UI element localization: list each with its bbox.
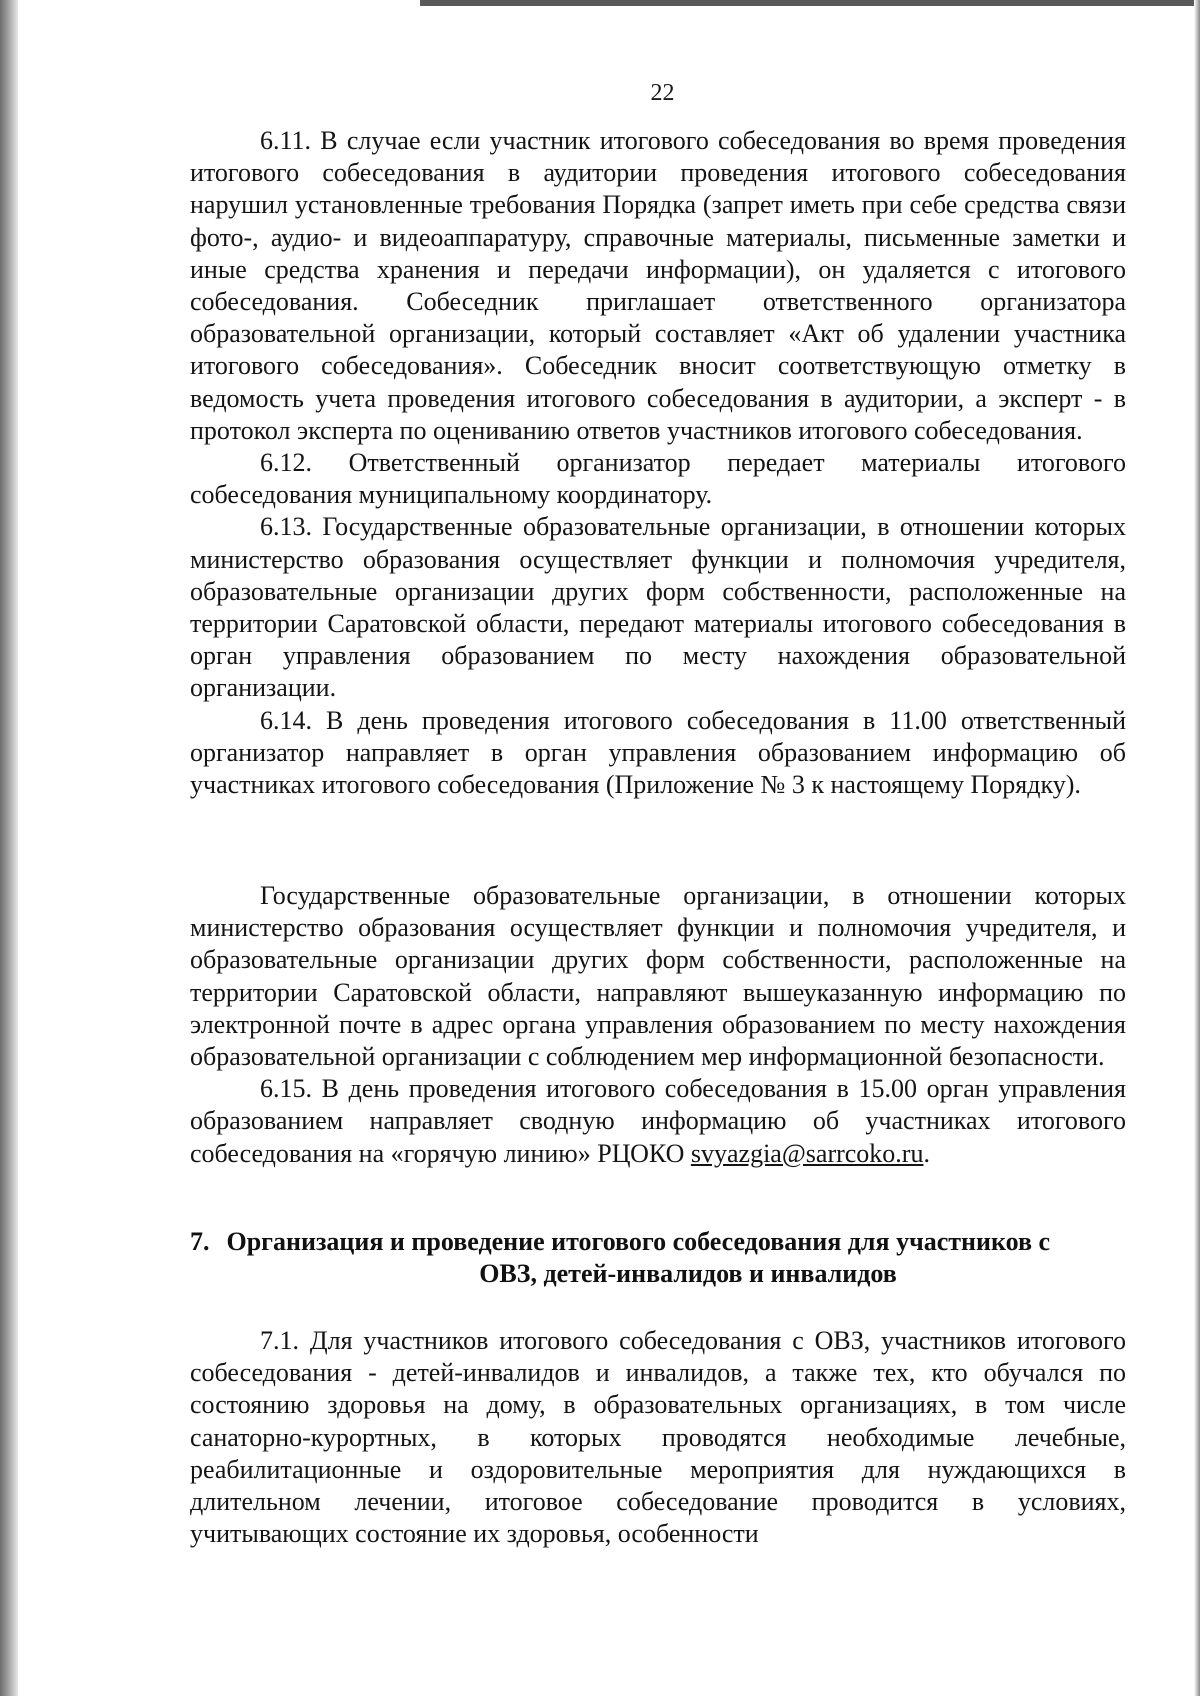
section-7-title-part2: ОВЗ, детей-инвалидов и инвалидов	[479, 1259, 897, 1288]
scan-edge-top	[420, 0, 1200, 6]
paragraph-6-14-continued: Государственные образовательные организации, в отношении которых министерство образования осуществляет функции и полномочия учредителя, и образовательные организации других форм собственности, расположенные на территории Саратовской области, направляют вышеуказанную информацию по электронной почте в адрес органа управления образованием по месту нахождения образовательной организации с соблюдением мер информационной безопасности.	[190, 881, 1126, 1072]
paragraph-7-1: 7.1. Для участников итогового собеседования с ОВЗ, участников итогового собеседования - детей-инвалидов и инвалидов, а также тех, кто обучался по состоянию здоровья на дому, в образовательных организациях, в том числе санаторно-курортных, в которых проводятся необходимые лечебные, реабилитационные и оздоровительные мероприятия для нуждающихся в длительном лечении, итоговое собеседование проводится в условиях, учитывающих состояние их здоровья, особенности	[190, 1326, 1126, 1549]
paragraph-6-11: 6.11. В случае если участник итогового собеседования во время проведения итогового собеседования в аудитории проведения итогового собеседования нарушил установленные требования Порядка (запрет иметь при себе средства связи фото-, аудио- и видеоаппаратуру, справочные материалы, письменные заметки и иные средства хранения и передачи информации), он удаляется с итогового собеседования. Собеседник приглашает ответственного организатора образовательной организации, который составляет «Акт об удалении участника итогового собеседования». Собеседник вносит соответствующую отметку в ведомость учета проведения итогового собеседования в аудитории, а эксперт - в протокол эксперта по оцениванию ответов участников итогового собеседования.	[190, 126, 1126, 445]
paragraph-6-15-text: 6.15. В день проведения итогового собеседования в 15.00 орган управления образованием направляет сводную информацию об участниках итогового собеседования на «горячую линию» РЦОКО	[190, 1074, 1126, 1168]
section-6-text-bottom	[190, 880, 1126, 1170]
scan-edge-right	[1194, 0, 1200, 1696]
section-7-heading	[190, 1226, 1126, 1290]
paragraph-6-15-end: .	[923, 1138, 930, 1168]
paragraph-6-14: 6.14. В день проведения итогового собеседования в 11.00 ответственный организатор направляет в орган управления образованием информацию об участниках итогового собеседования (Приложение № 3 к настоящему Порядку).	[190, 705, 1126, 800]
scan-edge-left	[0, 0, 18, 1696]
page-number: 22	[650, 80, 675, 106]
section-7-title-part1: Организация и проведение итогового собеседования для участников с	[226, 1227, 1051, 1256]
section-6-text-top	[190, 125, 1126, 801]
paragraph-6-15	[190, 1073, 1126, 1170]
section-7-number: 7.	[190, 1227, 210, 1256]
email-link[interactable]: svyazgia@sarrcoko.ru	[690, 1138, 924, 1168]
section-7-heading-line1	[190, 1226, 1126, 1258]
paragraph-6-13: 6.13. Государственные образовательные организации, в отношении которых министерство образования осуществляет функции и полномочия учредителя, образовательные организации других форм собственности, расположенные на территории Саратовской области, передают материалы итогового собеседования в орган управления образованием по месту нахождения образовательной организации.	[190, 512, 1126, 703]
section-7-text	[190, 1325, 1126, 1550]
paragraph-6-12: 6.12. Ответственный организатор передает материалы итогового собеседования муниципальному координатору.	[190, 448, 1126, 510]
